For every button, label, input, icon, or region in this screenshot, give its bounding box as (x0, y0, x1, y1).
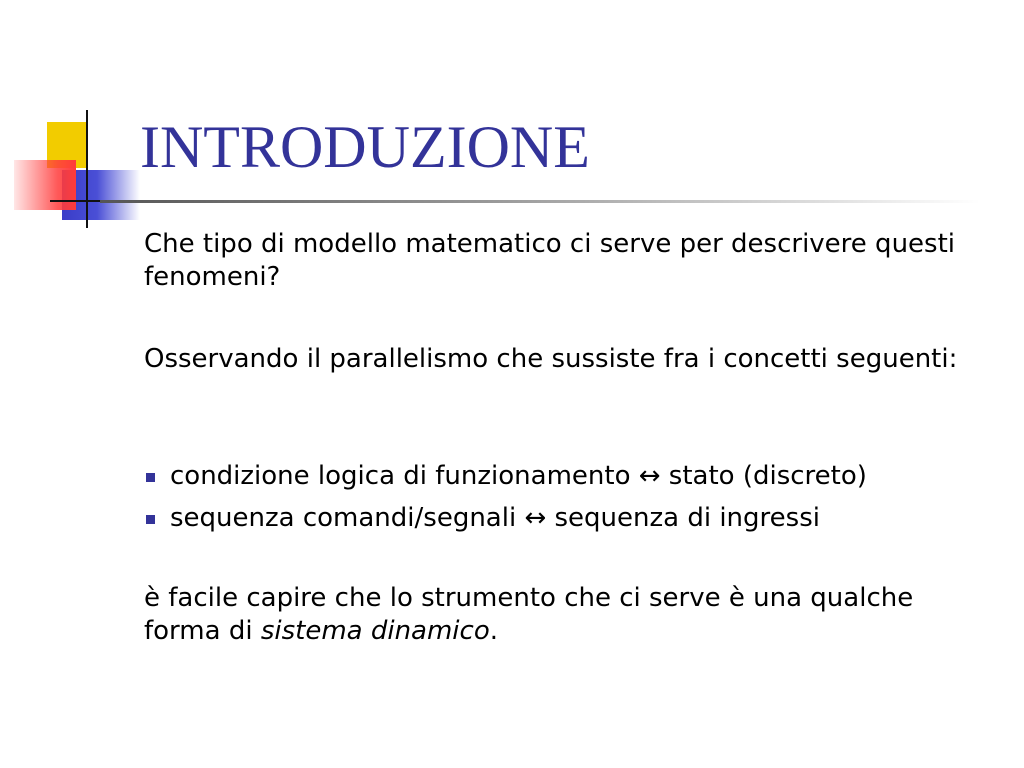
square-bullet-icon (146, 473, 155, 482)
list-item (144, 455, 867, 497)
conclusion-suffix: . (489, 616, 498, 646)
paragraph-question: Che tipo di modello matematico ci serve per descrivere questi fenomeni? (144, 229, 956, 292)
bullet-label: sequenza comandi/segnali ↔ sequenza di ingressi (170, 503, 820, 533)
title-divider (100, 200, 980, 203)
paragraph-conclusion (144, 582, 994, 648)
square-bullet-icon (146, 515, 155, 524)
paragraph-observation: Osservando il parallelismo che sussiste fra i concetti seguenti: (144, 344, 958, 374)
bullet-label: condizione logica di funzionamento ↔ stato (discreto) (170, 461, 867, 491)
conclusion-emphasis: sistema dinamico (260, 616, 490, 646)
bullet-list (144, 455, 867, 539)
logo-vertical-line (86, 110, 88, 228)
logo-red-square (14, 160, 76, 210)
list-item (144, 497, 867, 539)
conclusion-text: è facile capire che lo strumento che ci serve è una qualche forma di (144, 583, 914, 646)
template-logo-icon (0, 0, 140, 240)
slide-title: INTRODUZIONE (140, 114, 590, 180)
